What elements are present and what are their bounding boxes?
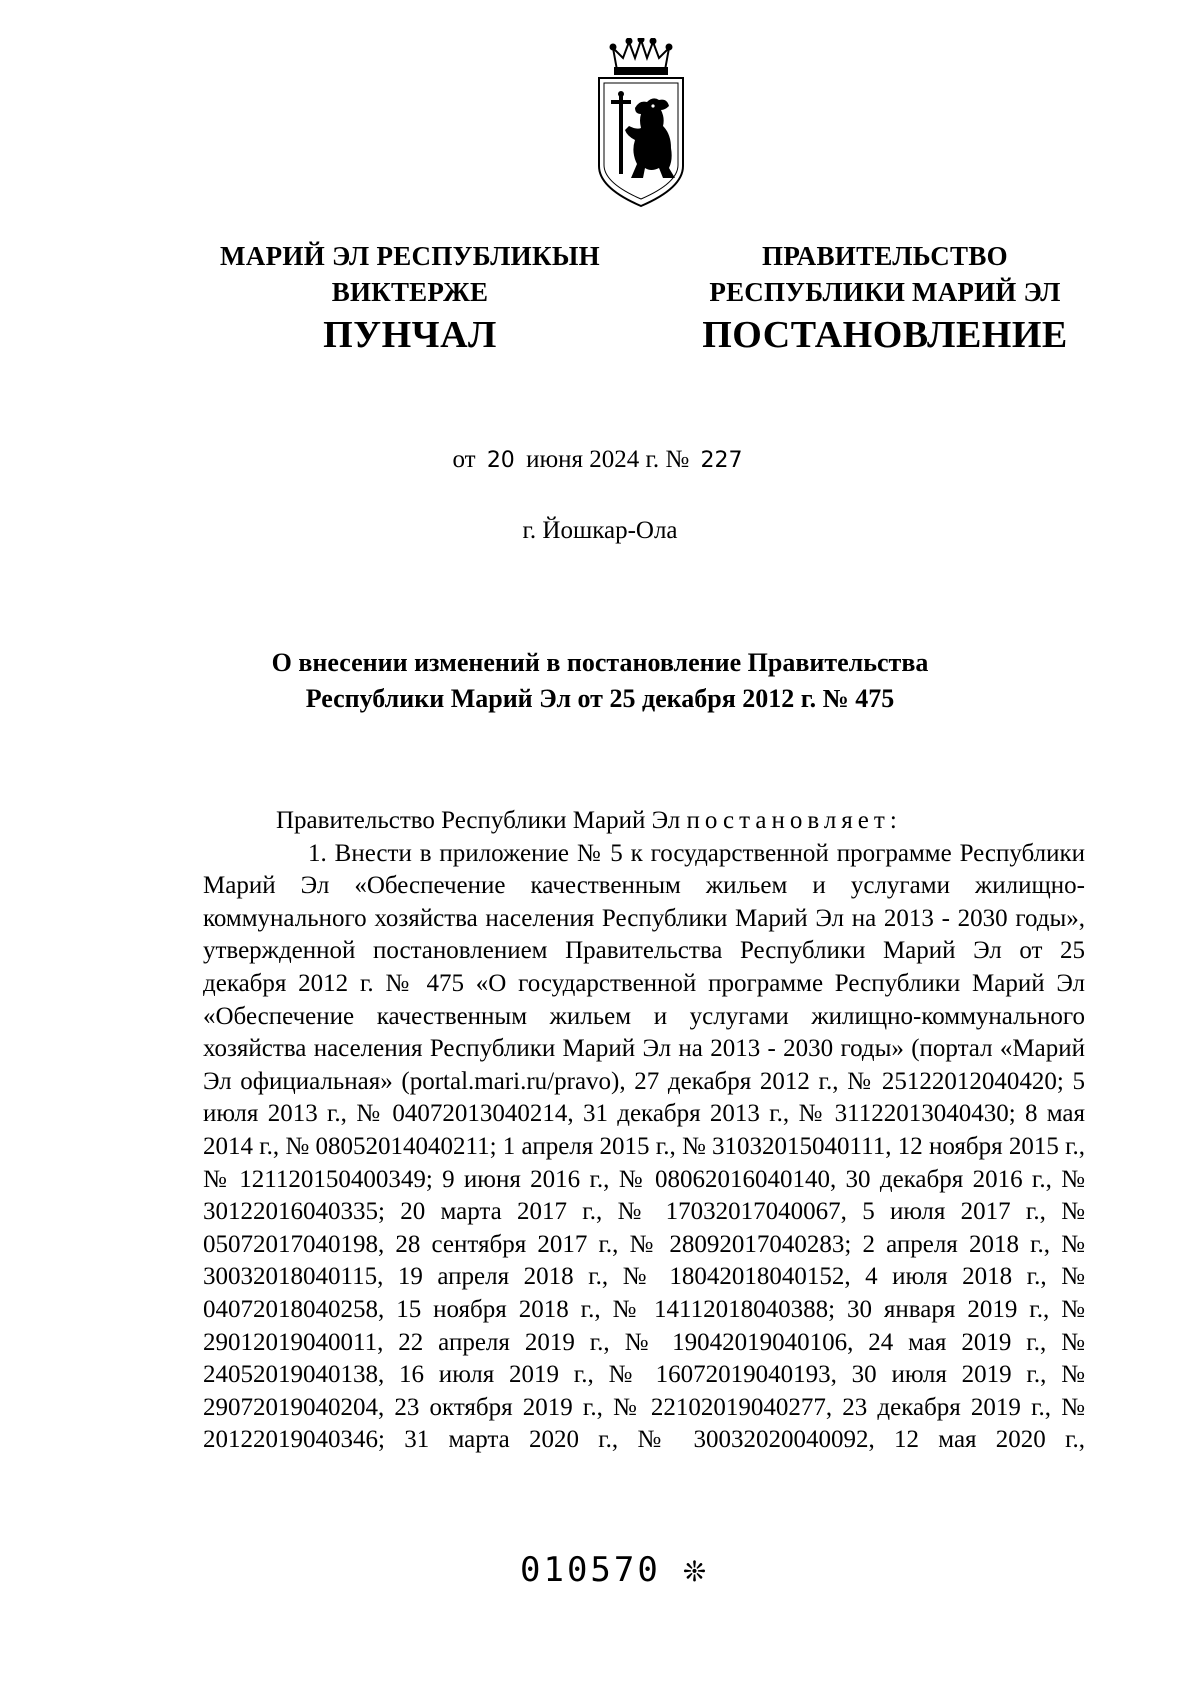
document-date-line: [0, 446, 1200, 474]
header-right-doc-type: ПОСТАНОВЛЕНИЕ: [702, 314, 1068, 356]
header-left-line2: ВИКТЕРЖЕ: [331, 277, 489, 307]
date-prefix: от: [452, 446, 476, 473]
crown-icon: [611, 38, 672, 74]
document-number: 227: [700, 448, 743, 473]
header-left-doc-type: ПУНЧАЛ: [323, 314, 497, 356]
document-title: [0, 645, 1200, 717]
header-right-line1: ПРАВИТЕЛЬСТВО: [762, 241, 1008, 271]
paragraph-1: 1. Внести в приложение № 5 к государственной программе Республики Марий Эл «Обеспечение качественным жильем и услугами жилищно-коммунального хозяйства населения Республики Марий Эл на 2013 - 2030 годы», утвержденной постановлением Правительства Республики Марий Эл от 25 декабря 2012 г. № 475 «О государственной программе Республики Марий Эл «Обеспечение качественным жильем и услугами жилищно-коммунального хозяйства населения Республики Марий Эл на 2013 - 2030 годы» (портал «Марий Эл официальная» (portal.mari.ru/pravo), 27 декабря 2012 г., № 25122012040420; 5 июля 2013 г., № 04072013040214, 31 декабря 2013 г., № 31122013040430; 8 мая 2014 г., № 08052014040211; 1 апреля 2015 г., № 31032015040111, 12 ноября 2015 г., № 121120150400349; 9 июня 2016 г., № 08062016040140, 30 декабря 2016 г., № 30122016040335; 20 марта 2017 г., № 17032017040067, 5 июля 2017 г., № 05072017040198, 28 сентября 2017 г., № 28092017040283; 2 апреля 2018 г., № 30032018040115, 19 апреля 2018 г., № 18042018040152, 4 июля 2018 г., № 04072018040258, 15 ноября 2018 г., № 14112018040388; 30 января 2019 г., № 29012019040011, 22 апреля 2019 г., № 19042019040106, 24 мая 2019 г., № 24052019040138, 16 июля 2019 г., № 16072019040193, 30 июля 2019 г., № 29072019040204, 23 октября 2019 г., № 22102019040277, 23 декабря 2019 г., № 20122019040346; 31 марта 2020 г., № 30032020040092, 12 мая 2020 г.,: [203, 839, 1086, 1454]
title-line1: О внесении изменений в постановление Правительства: [271, 648, 929, 677]
header-left-line1: МАРИЙ ЭЛ РЕСПУБЛИКЫН: [220, 241, 600, 271]
footer-serial: [520, 1550, 709, 1590]
asterisk-mark-icon: ❊: [682, 1555, 710, 1588]
document-body: [203, 805, 1085, 1457]
header-right-line2: РЕСПУБЛИКИ МАРИЙ ЭЛ: [709, 277, 1061, 307]
header-left-block: [190, 238, 630, 358]
coat-of-arms-emblem: [595, 38, 687, 208]
date-month-year: июня 2024 г. №: [526, 446, 690, 473]
title-line2: Республики Марий Эл от 25 декабря 2012 г. № 475: [305, 684, 895, 713]
serial-number: 010570: [520, 1550, 661, 1590]
city-line: г. Йошкар-Ола: [522, 517, 678, 544]
header-right-block: [685, 238, 1085, 358]
intro-paragraph: [203, 805, 1085, 838]
date-day: 20: [486, 448, 515, 473]
intro-text: Правительство Республики Марий Эл: [276, 807, 681, 834]
intro-verb: постановляет:: [686, 807, 902, 834]
